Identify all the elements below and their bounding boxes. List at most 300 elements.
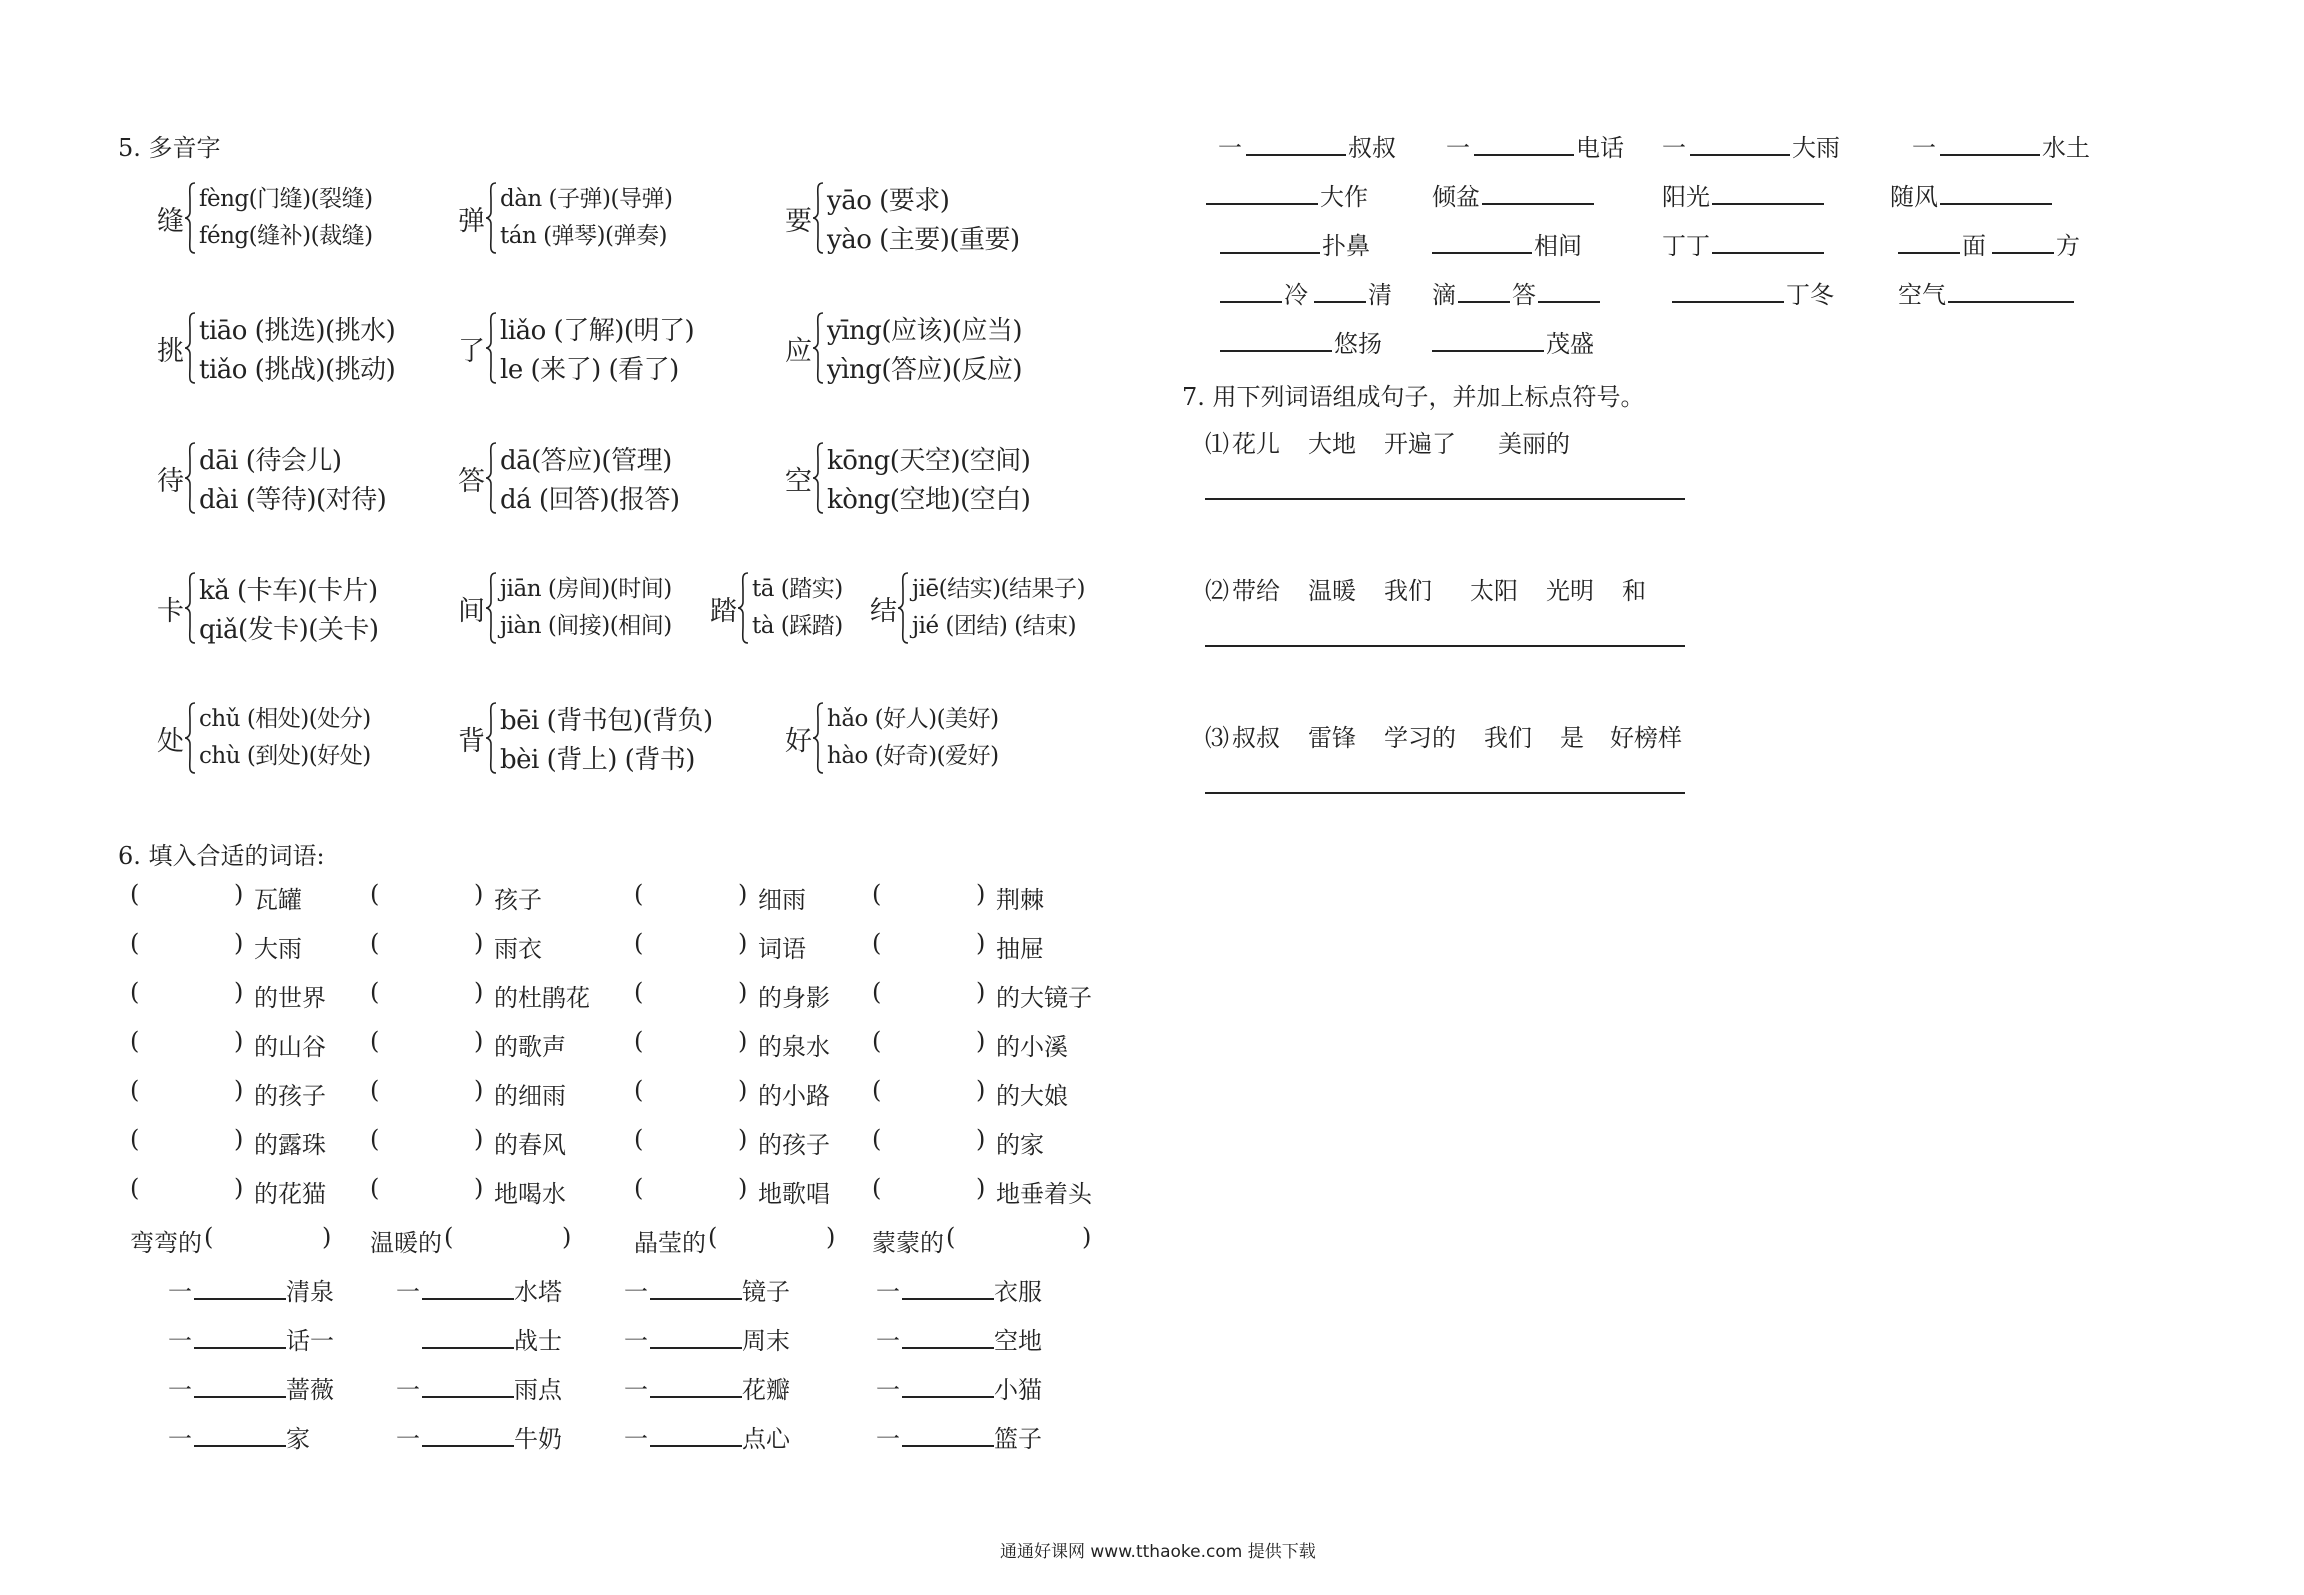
prefix-yi: 一 bbox=[396, 1425, 420, 1453]
answer-blank[interactable] bbox=[422, 1396, 514, 1398]
paren-close: ) bbox=[474, 1125, 484, 1153]
answer-blank[interactable] bbox=[1940, 154, 2040, 156]
blank-word: 一 bbox=[1662, 134, 1686, 162]
fill-word: 的世界 bbox=[254, 984, 326, 1012]
fill-word: 的小溪 bbox=[996, 1033, 1068, 1061]
paren-open: ( bbox=[872, 929, 882, 957]
paren-close: ) bbox=[474, 880, 484, 908]
paren-close: ) bbox=[738, 880, 748, 908]
paren-close: ) bbox=[234, 1174, 244, 1202]
paren-close: ) bbox=[234, 1027, 244, 1055]
prefix-yi: 一 bbox=[168, 1327, 192, 1355]
brace-icon bbox=[737, 572, 749, 644]
polyphone-char: 处 bbox=[157, 726, 184, 757]
answer-blank[interactable] bbox=[148, 1076, 230, 1106]
answer-blank[interactable] bbox=[650, 1298, 742, 1300]
blank-word: 一 bbox=[1912, 134, 1936, 162]
measure-noun: 牛奶 bbox=[514, 1425, 562, 1453]
brace-icon bbox=[184, 702, 196, 774]
fill-word: 大雨 bbox=[254, 935, 302, 963]
paren-open: ( bbox=[708, 1223, 718, 1251]
paren-open: ( bbox=[130, 1125, 140, 1153]
polyphone-char: 弹 bbox=[458, 206, 485, 237]
answer-blank[interactable] bbox=[194, 1347, 286, 1349]
fill-word: 的细雨 bbox=[494, 1082, 566, 1110]
answer-blank[interactable] bbox=[1948, 301, 2074, 303]
answer-blank[interactable] bbox=[1220, 252, 1320, 254]
fill-word: 雨衣 bbox=[494, 935, 542, 963]
item-number: ⑴ bbox=[1205, 430, 1229, 458]
polyphone-char: 结 bbox=[870, 596, 897, 627]
paren-close: ) bbox=[976, 1027, 986, 1055]
answer-blank[interactable] bbox=[388, 1027, 470, 1057]
brace-icon bbox=[184, 182, 196, 254]
reading-line-2: yìng(答应)(反应) bbox=[827, 355, 1022, 385]
paren-open: ( bbox=[130, 929, 140, 957]
reading-line-2: qiǎ(发卡)(关卡) bbox=[199, 615, 379, 645]
brace-icon bbox=[485, 572, 497, 644]
blank-word: 大雨 bbox=[1792, 134, 1840, 162]
answer-blank[interactable] bbox=[890, 1125, 972, 1155]
answer-blank[interactable] bbox=[1672, 301, 1784, 303]
answer-blank[interactable] bbox=[1474, 154, 1574, 156]
fill-word: 的大镜子 bbox=[996, 984, 1092, 1012]
answer-blank[interactable] bbox=[902, 1396, 994, 1398]
answer-line[interactable] bbox=[1205, 498, 1685, 500]
reading-line-1: hǎo (好人)(美好) bbox=[827, 706, 999, 732]
measure-noun: 花瓣 bbox=[742, 1376, 790, 1404]
answer-blank[interactable] bbox=[148, 1174, 230, 1204]
paren-open: ( bbox=[872, 1125, 882, 1153]
polyphone-char: 好 bbox=[785, 726, 812, 757]
fill-word: 的杜鹃花 bbox=[494, 984, 590, 1012]
word-chip: 光明 bbox=[1546, 577, 1594, 605]
paren-close: ) bbox=[738, 1076, 748, 1104]
answer-blank[interactable] bbox=[1458, 301, 1510, 303]
measure-noun: 镜子 bbox=[742, 1278, 790, 1306]
paren-open: ( bbox=[444, 1223, 454, 1251]
footer-credit: 通通好课网 www.tthaoke.com 提供下载 bbox=[1000, 1542, 1316, 1562]
answer-blank[interactable] bbox=[194, 1396, 286, 1398]
prefix-yi: 一 bbox=[168, 1376, 192, 1404]
reading-line-1: jiē(结实)(结果子) bbox=[912, 576, 1085, 602]
answer-blank[interactable] bbox=[1220, 350, 1332, 352]
reading-line-1: bēi (背书包)(背负) bbox=[500, 706, 713, 736]
adjective-word: 弯弯的 bbox=[130, 1229, 202, 1257]
reading-line-2: bèi (背上) (背书) bbox=[500, 745, 695, 775]
reading-line-1: jiān (房间)(时间) bbox=[500, 576, 672, 602]
paren-close: ) bbox=[234, 978, 244, 1006]
answer-blank[interactable] bbox=[388, 929, 470, 959]
answer-blank[interactable] bbox=[652, 880, 734, 910]
prefix-yi: 一 bbox=[624, 1425, 648, 1453]
answer-blank[interactable] bbox=[194, 1298, 286, 1300]
answer-blank[interactable] bbox=[148, 929, 230, 959]
paren-open: ( bbox=[872, 978, 882, 1006]
prefix-yi: 一 bbox=[876, 1376, 900, 1404]
polyphone-char: 踏 bbox=[710, 596, 737, 627]
paren-close: ) bbox=[1082, 1223, 1092, 1251]
polyphone-char: 背 bbox=[458, 726, 485, 757]
answer-blank[interactable] bbox=[222, 1223, 312, 1253]
reading-line-2: jiàn (间接)(相间) bbox=[500, 613, 672, 639]
paren-open: ( bbox=[130, 1076, 140, 1104]
reading-line-1: chǔ (相处)(处分) bbox=[199, 706, 371, 732]
answer-blank[interactable] bbox=[1482, 203, 1594, 205]
measure-noun: 衣服 bbox=[994, 1278, 1042, 1306]
measure-noun: 小猫 bbox=[994, 1376, 1042, 1404]
answer-blank[interactable] bbox=[1992, 252, 2054, 254]
paren-close: ) bbox=[234, 880, 244, 908]
fill-word: 瓦罐 bbox=[254, 886, 302, 914]
word-chip: 花儿 bbox=[1232, 430, 1280, 458]
word-chip: 温暖 bbox=[1308, 577, 1356, 605]
fill-word: 的歌声 bbox=[494, 1033, 566, 1061]
paren-open: ( bbox=[370, 1076, 380, 1104]
fill-word: 细雨 bbox=[758, 886, 806, 914]
answer-line[interactable] bbox=[1205, 645, 1685, 647]
answer-blank[interactable] bbox=[1690, 154, 1790, 156]
measure-noun: 清泉 bbox=[286, 1278, 334, 1306]
word-chip: 学习的 bbox=[1384, 724, 1456, 752]
paren-close: ) bbox=[826, 1223, 836, 1251]
answer-blank[interactable] bbox=[1220, 301, 1282, 303]
polyphone-char: 间 bbox=[458, 596, 485, 627]
fill-word: 荆棘 bbox=[996, 886, 1044, 914]
paren-open: ( bbox=[872, 880, 882, 908]
paren-open: ( bbox=[204, 1223, 214, 1251]
blank-word: 冷 bbox=[1284, 281, 1308, 309]
answer-blank[interactable] bbox=[890, 978, 972, 1008]
answer-blank[interactable] bbox=[148, 1125, 230, 1155]
answer-blank[interactable] bbox=[388, 1125, 470, 1155]
answer-blank[interactable] bbox=[148, 1027, 230, 1057]
paren-close: ) bbox=[474, 1076, 484, 1104]
answer-blank[interactable] bbox=[1898, 252, 1960, 254]
paren-close: ) bbox=[474, 978, 484, 1006]
brace-icon bbox=[184, 312, 196, 384]
word-chip: 是 bbox=[1560, 724, 1584, 752]
answer-blank[interactable] bbox=[650, 1396, 742, 1398]
polyphone-char: 应 bbox=[785, 336, 812, 367]
answer-blank[interactable] bbox=[422, 1298, 514, 1300]
q7-title: 7. 用下列词语组成句子，并加上标点符号。 bbox=[1182, 383, 1645, 411]
fill-word: 词语 bbox=[758, 935, 806, 963]
reading-line-1: dā(答应)(管理) bbox=[500, 446, 672, 476]
fill-word: 的孩子 bbox=[254, 1082, 326, 1110]
reading-line-2: kòng(空地)(空白) bbox=[827, 485, 1031, 515]
blank-word: 丁冬 bbox=[1786, 281, 1834, 309]
reading-line-1: kōng(天空)(空间) bbox=[827, 446, 1031, 476]
paren-open: ( bbox=[634, 929, 644, 957]
brace-icon bbox=[812, 182, 824, 254]
q6-title: 6. 填入合适的词语: bbox=[118, 842, 325, 870]
brace-icon bbox=[485, 182, 497, 254]
fill-word: 抽屉 bbox=[996, 935, 1044, 963]
blank-word: 面 bbox=[1962, 232, 1986, 260]
paren-close: ) bbox=[738, 929, 748, 957]
word-chip: 我们 bbox=[1384, 577, 1432, 605]
blank-word: 相间 bbox=[1534, 232, 1582, 260]
polyphone-char: 挑 bbox=[157, 336, 184, 367]
paren-open: ( bbox=[872, 1174, 882, 1202]
reading-line-1: tiāo (挑选)(挑水) bbox=[199, 316, 396, 346]
paren-open: ( bbox=[370, 1125, 380, 1153]
blank-word: 电话 bbox=[1576, 134, 1624, 162]
blank-word: 滴 bbox=[1432, 281, 1456, 309]
paren-close: ) bbox=[738, 1125, 748, 1153]
word-chip: 叔叔 bbox=[1232, 724, 1280, 752]
answer-blank[interactable] bbox=[902, 1445, 994, 1447]
paren-close: ) bbox=[562, 1223, 572, 1251]
fill-word: 的家 bbox=[996, 1131, 1044, 1159]
prefix-yi: 一 bbox=[876, 1327, 900, 1355]
paren-close: ) bbox=[234, 1125, 244, 1153]
answer-blank[interactable] bbox=[1712, 252, 1824, 254]
fill-word: 的露珠 bbox=[254, 1131, 326, 1159]
blank-word: 叔叔 bbox=[1348, 134, 1396, 162]
answer-blank[interactable] bbox=[1538, 301, 1600, 303]
paren-open: ( bbox=[370, 880, 380, 908]
brace-icon bbox=[184, 572, 196, 644]
fill-word: 地喝水 bbox=[494, 1180, 566, 1208]
paren-close: ) bbox=[474, 1027, 484, 1055]
blank-word: 倾盆 bbox=[1432, 183, 1480, 211]
fill-word: 的山谷 bbox=[254, 1033, 326, 1061]
answer-blank[interactable] bbox=[148, 880, 230, 910]
paren-close: ) bbox=[976, 880, 986, 908]
fill-word: 的大娘 bbox=[996, 1082, 1068, 1110]
word-chip: 大地 bbox=[1308, 430, 1356, 458]
prefix-yi: 一 bbox=[876, 1278, 900, 1306]
polyphone-char: 空 bbox=[785, 466, 812, 497]
answer-blank[interactable] bbox=[1712, 203, 1824, 205]
prefix-yi: 一 bbox=[168, 1278, 192, 1306]
reading-line-2: dá (回答)(报答) bbox=[500, 485, 680, 515]
paren-open: ( bbox=[634, 880, 644, 908]
answer-blank[interactable] bbox=[388, 1174, 470, 1204]
reading-line-1: dàn (子弹)(导弹) bbox=[500, 186, 673, 212]
answer-blank[interactable] bbox=[388, 880, 470, 910]
blank-word: 清 bbox=[1368, 281, 1392, 309]
blank-word: 阳光 bbox=[1662, 183, 1710, 211]
paren-open: ( bbox=[370, 1174, 380, 1202]
paren-open: ( bbox=[370, 1027, 380, 1055]
brace-icon bbox=[897, 572, 909, 644]
paren-close: ) bbox=[234, 929, 244, 957]
prefix-yi: 一 bbox=[624, 1376, 648, 1404]
answer-blank[interactable] bbox=[890, 880, 972, 910]
brace-icon bbox=[485, 312, 497, 384]
blank-word: 茂盛 bbox=[1546, 330, 1594, 358]
prefix-yi: 一 bbox=[168, 1425, 192, 1453]
brace-icon bbox=[184, 442, 196, 514]
paren-close: ) bbox=[738, 1174, 748, 1202]
answer-blank[interactable] bbox=[1432, 252, 1532, 254]
answer-blank[interactable] bbox=[890, 1076, 972, 1106]
reading-line-1: dāi (待会儿) bbox=[199, 446, 342, 476]
paren-open: ( bbox=[634, 1125, 644, 1153]
prefix-yi: 一 bbox=[396, 1376, 420, 1404]
reading-line-2: chù (到处)(好处) bbox=[199, 743, 371, 769]
measure-noun: 点心 bbox=[742, 1425, 790, 1453]
reading-line-2: tán (弹琴)(弹奏) bbox=[500, 223, 667, 249]
word-chip: 美丽的 bbox=[1498, 430, 1570, 458]
answer-blank[interactable] bbox=[388, 978, 470, 1008]
measure-noun: 战士 bbox=[514, 1327, 562, 1355]
word-chip: 雷锋 bbox=[1308, 724, 1356, 752]
fill-word: 的花猫 bbox=[254, 1180, 326, 1208]
reading-line-1: liǎo (了解)(明了) bbox=[500, 316, 695, 346]
reading-line-1: fèng(门缝)(裂缝) bbox=[199, 186, 373, 212]
reading-line-2: féng(缝补)(裁缝) bbox=[199, 223, 373, 249]
paren-open: ( bbox=[634, 978, 644, 1006]
blank-word: 水土 bbox=[2042, 134, 2090, 162]
answer-blank[interactable] bbox=[890, 1174, 972, 1204]
paren-open: ( bbox=[130, 1027, 140, 1055]
answer-blank[interactable] bbox=[194, 1445, 286, 1447]
paren-close: ) bbox=[976, 1125, 986, 1153]
answer-blank[interactable] bbox=[652, 1027, 734, 1057]
blank-word: 扑鼻 bbox=[1322, 232, 1370, 260]
paren-close: ) bbox=[322, 1223, 332, 1251]
reading-line-2: tà (踩踏) bbox=[752, 613, 843, 639]
item-number: ⑶ bbox=[1205, 724, 1229, 752]
paren-open: ( bbox=[634, 1174, 644, 1202]
fill-word: 的泉水 bbox=[758, 1033, 830, 1061]
answer-blank[interactable] bbox=[1246, 154, 1346, 156]
word-chip: 开遍了 bbox=[1384, 430, 1456, 458]
blank-word: 大作 bbox=[1320, 183, 1368, 211]
blank-word: 方 bbox=[2056, 232, 2080, 260]
blank-word: 丁丁 bbox=[1662, 232, 1710, 260]
paren-open: ( bbox=[130, 978, 140, 1006]
blank-word: 空气 bbox=[1898, 281, 1946, 309]
reading-line-1: yīng(应该)(应当) bbox=[827, 316, 1022, 346]
answer-blank[interactable] bbox=[902, 1347, 994, 1349]
answer-blank[interactable] bbox=[652, 978, 734, 1008]
measure-noun: 话一 bbox=[286, 1327, 334, 1355]
blank-word: 悠扬 bbox=[1334, 330, 1382, 358]
answer-blank[interactable] bbox=[890, 1027, 972, 1057]
brace-icon bbox=[485, 442, 497, 514]
reading-line-1: yāo (要求) bbox=[827, 186, 950, 216]
fill-word: 地歌唱 bbox=[758, 1180, 830, 1208]
reading-line-2: yào (主要)(重要) bbox=[827, 225, 1020, 255]
answer-blank[interactable] bbox=[652, 1125, 734, 1155]
prefix-yi: 一 bbox=[624, 1327, 648, 1355]
brace-icon bbox=[812, 702, 824, 774]
word-chip: 好榜样 bbox=[1610, 724, 1682, 752]
q5-title: 5. 多音字 bbox=[118, 134, 221, 162]
fill-word: 地垂着头 bbox=[996, 1180, 1092, 1208]
answer-blank[interactable] bbox=[462, 1223, 552, 1253]
paren-close: ) bbox=[976, 978, 986, 1006]
fill-word: 的身影 bbox=[758, 984, 830, 1012]
answer-blank[interactable] bbox=[422, 1347, 514, 1349]
measure-noun: 蔷薇 bbox=[286, 1376, 334, 1404]
polyphone-char: 了 bbox=[458, 336, 485, 367]
fill-word: 的春风 bbox=[494, 1131, 566, 1159]
answer-blank[interactable] bbox=[652, 929, 734, 959]
brace-icon bbox=[812, 442, 824, 514]
word-chip: 太阳 bbox=[1470, 577, 1518, 605]
answer-blank[interactable] bbox=[652, 1174, 734, 1204]
reading-line-2: tiǎo (挑战)(挑动) bbox=[199, 355, 396, 385]
brace-icon bbox=[812, 312, 824, 384]
adjective-word: 温暖的 bbox=[370, 1229, 442, 1257]
word-chip: 我们 bbox=[1484, 724, 1532, 752]
prefix-yi: 一 bbox=[876, 1425, 900, 1453]
answer-blank[interactable] bbox=[1432, 350, 1544, 352]
measure-noun: 雨点 bbox=[514, 1376, 562, 1404]
reading-line-1: tā (踏实) bbox=[752, 576, 843, 602]
answer-blank[interactable] bbox=[652, 1076, 734, 1106]
adjective-word: 蒙蒙的 bbox=[872, 1229, 944, 1257]
answer-blank[interactable] bbox=[726, 1223, 816, 1253]
prefix-yi: 一 bbox=[396, 1278, 420, 1306]
paren-open: ( bbox=[872, 1076, 882, 1104]
brace-icon bbox=[485, 702, 497, 774]
paren-close: ) bbox=[976, 1174, 986, 1202]
answer-blank[interactable] bbox=[890, 929, 972, 959]
blank-word: 随风 bbox=[1890, 183, 1938, 211]
answer-blank[interactable] bbox=[148, 978, 230, 1008]
paren-open: ( bbox=[370, 929, 380, 957]
reading-line-2: le (来了) (看了) bbox=[500, 355, 679, 385]
fill-word: 的小路 bbox=[758, 1082, 830, 1110]
paren-close: ) bbox=[738, 978, 748, 1006]
paren-open: ( bbox=[872, 1027, 882, 1055]
answer-line[interactable] bbox=[1205, 792, 1685, 794]
polyphone-char: 答 bbox=[458, 466, 485, 497]
blank-word: 答 bbox=[1512, 281, 1536, 309]
paren-close: ) bbox=[234, 1076, 244, 1104]
answer-blank[interactable] bbox=[1940, 203, 2052, 205]
answer-blank[interactable] bbox=[964, 1223, 1054, 1253]
paren-open: ( bbox=[130, 880, 140, 908]
blank-word: 一 bbox=[1446, 134, 1470, 162]
measure-noun: 篮子 bbox=[994, 1425, 1042, 1453]
answer-blank[interactable] bbox=[1314, 301, 1366, 303]
answer-blank[interactable] bbox=[388, 1076, 470, 1106]
paren-open: ( bbox=[946, 1223, 956, 1251]
answer-blank[interactable] bbox=[650, 1445, 742, 1447]
paren-close: ) bbox=[976, 1076, 986, 1104]
paren-open: ( bbox=[634, 1076, 644, 1104]
reading-line-2: jié (团结) (结束) bbox=[912, 613, 1077, 639]
reading-line-2: hào (好奇)(爱好) bbox=[827, 743, 999, 769]
measure-noun: 周末 bbox=[742, 1327, 790, 1355]
paren-close: ) bbox=[976, 929, 986, 957]
measure-noun: 空地 bbox=[994, 1327, 1042, 1355]
paren-close: ) bbox=[474, 929, 484, 957]
item-number: ⑵ bbox=[1205, 577, 1229, 605]
fill-word: 孩子 bbox=[494, 886, 542, 914]
answer-blank[interactable] bbox=[1206, 203, 1318, 205]
word-chip: 和 bbox=[1622, 577, 1646, 605]
paren-open: ( bbox=[130, 1174, 140, 1202]
measure-noun: 家 bbox=[286, 1425, 310, 1453]
word-chip: 带给 bbox=[1232, 577, 1280, 605]
polyphone-char: 卡 bbox=[157, 596, 184, 627]
answer-blank[interactable] bbox=[902, 1298, 994, 1300]
measure-noun: 水塔 bbox=[514, 1278, 562, 1306]
answer-blank[interactable] bbox=[422, 1445, 514, 1447]
answer-blank[interactable] bbox=[650, 1347, 742, 1349]
paren-open: ( bbox=[634, 1027, 644, 1055]
polyphone-char: 待 bbox=[157, 466, 184, 497]
